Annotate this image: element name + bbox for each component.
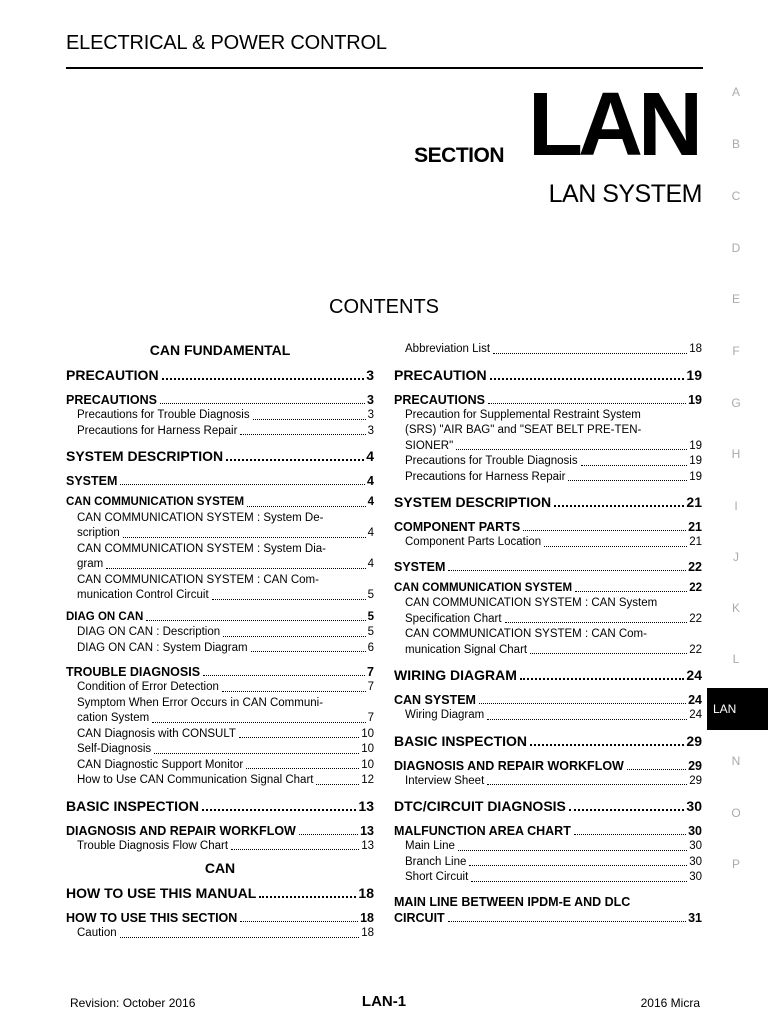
toc-entry-title: Wiring Diagram bbox=[405, 709, 485, 721]
section-label: SECTION bbox=[414, 144, 504, 167]
toc-entry[interactable] bbox=[394, 535, 702, 551]
toc-entry[interactable] bbox=[66, 680, 374, 696]
toc-page-number: 22 bbox=[689, 612, 702, 625]
section-tab-a[interactable]: A bbox=[731, 85, 740, 99]
dot-leader bbox=[253, 419, 366, 420]
toc-page-number: 12 bbox=[361, 774, 374, 786]
toc-page-number: 22 bbox=[689, 643, 702, 656]
toc-entry-title: Caution bbox=[77, 927, 117, 939]
toc-entry[interactable] bbox=[66, 696, 374, 727]
dot-leader bbox=[240, 921, 358, 922]
dot-leader bbox=[120, 937, 360, 938]
toc-page-number: 21 bbox=[689, 536, 702, 548]
page-number: LAN-1 bbox=[361, 993, 407, 1010]
toc-page-number: 13 bbox=[361, 839, 374, 852]
toc-entry-title: CAN SYSTEM bbox=[394, 693, 476, 707]
toc-entry[interactable] bbox=[394, 839, 702, 855]
toc-entry[interactable] bbox=[66, 573, 374, 604]
toc-entry-title: DIAG ON CAN : System Diagram bbox=[77, 641, 248, 654]
toc-entry[interactable] bbox=[66, 727, 374, 743]
toc-entry[interactable] bbox=[394, 774, 702, 790]
dot-leader bbox=[581, 465, 688, 466]
toc-page-number: 3 bbox=[367, 409, 374, 421]
toc-page-number: 30 bbox=[689, 871, 702, 883]
toc-entry bbox=[66, 342, 374, 358]
toc-entry-title: CAN Diagnostic Support Monitor bbox=[77, 758, 244, 771]
toc-entry-title: Specification Chart bbox=[405, 612, 502, 625]
toc-entry[interactable] bbox=[394, 708, 702, 724]
toc-entry-title: Precautions for Harness Repair bbox=[405, 470, 566, 483]
toc-page-number: 22 bbox=[689, 581, 702, 594]
section-tab-b[interactable]: B bbox=[731, 137, 740, 151]
toc-entry-title: BASIC INSPECTION bbox=[66, 797, 200, 814]
vehicle-model: 2016 Micra bbox=[640, 996, 700, 1010]
toc-entry-title: PRECAUTION bbox=[394, 366, 487, 383]
toc-page-number: 30 bbox=[689, 855, 702, 868]
section-tab-g[interactable]: G bbox=[731, 396, 741, 410]
toc-page-number: 19 bbox=[689, 470, 702, 483]
toc-entry-title: cation System bbox=[77, 712, 150, 724]
toc-entry[interactable] bbox=[66, 392, 374, 408]
toc-entry[interactable] bbox=[394, 519, 702, 535]
section-tab-lan[interactable]: LAN bbox=[707, 688, 768, 730]
toc-entry-title: SYSTEM bbox=[66, 474, 118, 488]
toc-entry-title: munication Signal Chart bbox=[405, 643, 528, 656]
toc-left-column bbox=[66, 342, 374, 942]
toc-entry[interactable] bbox=[394, 627, 702, 658]
toc-entry[interactable] bbox=[394, 894, 702, 926]
dot-leader bbox=[487, 784, 687, 785]
toc-entry[interactable] bbox=[394, 870, 702, 886]
toc-entry-title: BASIC INSPECTION bbox=[394, 732, 528, 749]
toc-entry[interactable] bbox=[66, 742, 374, 758]
section-tab-k[interactable]: K bbox=[731, 601, 740, 615]
toc-entry-title: Precautions for Harness Repair bbox=[77, 424, 238, 437]
dot-leader bbox=[226, 459, 364, 461]
toc-page-number: 3 bbox=[367, 424, 374, 437]
toc-page-number: 3 bbox=[367, 393, 374, 407]
section-tab-p[interactable]: P bbox=[731, 857, 740, 871]
toc-page-number: 22 bbox=[688, 559, 702, 574]
toc-entry-title: Component Parts Location bbox=[405, 536, 542, 548]
toc-entry[interactable] bbox=[66, 495, 374, 511]
toc-page-number: 18 bbox=[361, 927, 374, 939]
toc-page-number: 24 bbox=[686, 667, 702, 683]
dot-leader bbox=[223, 636, 365, 637]
toc-entry-text-line: CAN COMMUNICATION SYSTEM : CAN System bbox=[405, 597, 658, 609]
toc-page-number: 4 bbox=[367, 496, 374, 508]
toc-page-number: 19 bbox=[689, 455, 702, 467]
header-rule bbox=[66, 67, 703, 69]
dot-leader bbox=[222, 691, 366, 692]
toc-entry-title: SIONER" bbox=[405, 439, 454, 452]
dot-leader bbox=[231, 849, 359, 850]
toc-entry[interactable] bbox=[394, 733, 702, 750]
toc-entry[interactable] bbox=[66, 641, 374, 657]
toc-entry[interactable] bbox=[394, 581, 702, 597]
toc-page-number: 30 bbox=[689, 840, 702, 852]
toc-page-number: 10 bbox=[361, 727, 374, 740]
toc-entry-title: TROUBLE DIAGNOSIS bbox=[66, 665, 201, 679]
toc-entry-title: PRECAUTION bbox=[66, 367, 159, 383]
toc-page-number: 18 bbox=[360, 911, 374, 925]
toc-entry-title: DIAGNOSIS AND REPAIR WORKFLOW bbox=[394, 758, 624, 773]
section-tab-j[interactable]: J bbox=[733, 550, 739, 564]
dot-leader bbox=[505, 622, 688, 623]
toc-entry[interactable] bbox=[394, 596, 702, 627]
toc-entry[interactable] bbox=[66, 823, 374, 839]
toc-entry-title: Abbreviation List bbox=[405, 343, 491, 355]
dot-leader bbox=[471, 881, 687, 882]
dot-leader bbox=[160, 403, 365, 404]
toc-entry-title: Short Circuit bbox=[405, 871, 469, 883]
toc-entry[interactable] bbox=[66, 408, 374, 424]
toc-entry-title: Branch Line bbox=[405, 855, 467, 868]
dot-leader bbox=[239, 737, 359, 738]
toc-entry[interactable] bbox=[66, 542, 374, 573]
toc-page-number: 19 bbox=[686, 366, 702, 383]
toc-page-number: 19 bbox=[689, 439, 702, 452]
toc-group-heading: CAN FUNDAMENTAL bbox=[149, 342, 291, 358]
dot-leader bbox=[488, 403, 686, 404]
toc-page-number: 21 bbox=[686, 494, 702, 510]
section-tab-i[interactable]: I bbox=[734, 499, 738, 513]
toc-entry[interactable] bbox=[394, 692, 702, 708]
toc-page-number: 24 bbox=[689, 709, 702, 721]
toc-entry-text-line: Precaution for Supplemental Restraint System bbox=[405, 408, 641, 421]
toc-page-number: 13 bbox=[360, 823, 374, 838]
toc-page-number: 3 bbox=[366, 367, 374, 383]
toc-entry-text-line: Symptom When Error Occurs in CAN Communi- bbox=[77, 696, 324, 709]
toc-page-number: 5 bbox=[367, 626, 374, 638]
toc-entry[interactable] bbox=[66, 367, 374, 384]
toc-entry-title: CIRCUIT bbox=[394, 910, 445, 925]
toc-entry-text-line: CAN COMMUNICATION SYSTEM : CAN Com- bbox=[405, 628, 647, 640]
dot-leader bbox=[554, 505, 684, 507]
toc-entry-title: DIAGNOSIS AND REPAIR WORKFLOW bbox=[66, 823, 296, 838]
dot-leader bbox=[627, 769, 686, 770]
dot-leader bbox=[146, 620, 365, 621]
revision-date: Revision: October 2016 bbox=[70, 996, 196, 1010]
toc-entry[interactable] bbox=[394, 559, 702, 575]
toc-entry-title: Trouble Diagnosis Flow Chart bbox=[77, 839, 229, 852]
dot-leader bbox=[448, 921, 686, 922]
toc-page-number: 4 bbox=[367, 527, 374, 539]
toc-page-number: 7 bbox=[367, 712, 374, 724]
dot-leader bbox=[569, 809, 685, 811]
dot-leader bbox=[246, 768, 359, 769]
toc-entry[interactable] bbox=[394, 758, 702, 774]
toc-page-number: 7 bbox=[367, 665, 374, 679]
toc-page-number: 18 bbox=[689, 343, 702, 355]
toc-entry[interactable] bbox=[394, 494, 702, 511]
toc-page-number: 7 bbox=[367, 681, 374, 693]
toc-entry-title: munication Control Circuit bbox=[77, 589, 209, 601]
toc-entry-title: DIAG ON CAN : Description bbox=[77, 626, 221, 638]
dot-leader bbox=[259, 896, 356, 898]
toc-entry[interactable] bbox=[394, 367, 702, 384]
dot-leader bbox=[490, 378, 685, 380]
toc-entry[interactable] bbox=[394, 342, 702, 358]
toc-entry[interactable] bbox=[394, 454, 702, 470]
toc-entry-title: WIRING DIAGRAM bbox=[394, 667, 517, 683]
section-tab-h[interactable]: H bbox=[731, 447, 741, 461]
toc-entry[interactable] bbox=[66, 625, 374, 641]
dot-leader bbox=[575, 591, 687, 592]
dot-leader bbox=[520, 678, 685, 680]
section-tab-d[interactable]: D bbox=[731, 241, 741, 255]
dot-leader bbox=[487, 719, 687, 720]
toc-entry[interactable] bbox=[66, 798, 374, 815]
toc-entry[interactable] bbox=[66, 424, 374, 440]
dot-leader bbox=[568, 480, 687, 481]
dot-leader bbox=[106, 568, 365, 569]
dot-leader bbox=[469, 865, 687, 866]
section-tab-e[interactable]: E bbox=[731, 292, 740, 306]
section-tab-o[interactable]: O bbox=[731, 806, 741, 820]
toc-entry[interactable] bbox=[394, 823, 702, 839]
dot-leader bbox=[544, 546, 687, 547]
dot-leader bbox=[162, 378, 365, 380]
section-tab-l[interactable]: L bbox=[732, 652, 740, 666]
section-tab-c[interactable]: C bbox=[731, 189, 741, 203]
toc-page-number: 29 bbox=[689, 774, 702, 787]
toc-entry-title: PRECAUTIONS bbox=[394, 392, 485, 407]
toc-entry-title: Self-Diagnosis bbox=[77, 743, 152, 755]
dot-leader bbox=[203, 675, 365, 676]
toc-page-number: 13 bbox=[358, 797, 374, 814]
toc-entry[interactable] bbox=[394, 408, 702, 455]
toc-page-number: 29 bbox=[686, 732, 702, 749]
toc-page-number: 4 bbox=[367, 558, 374, 570]
toc-entry[interactable] bbox=[66, 511, 374, 542]
toc-entry-title: SYSTEM bbox=[394, 559, 446, 574]
dot-leader bbox=[212, 599, 366, 600]
dot-leader bbox=[456, 449, 687, 450]
dot-leader bbox=[448, 570, 686, 571]
toc-page-number: 5 bbox=[367, 610, 374, 623]
toc-entry[interactable] bbox=[66, 664, 374, 680]
dot-leader bbox=[316, 784, 359, 785]
dot-leader bbox=[299, 834, 358, 835]
toc-entry-text-line: (SRS) "AIR BAG" and "SEAT BELT PRE-TEN- bbox=[405, 424, 642, 436]
toc-entry-title: scription bbox=[77, 527, 120, 539]
dot-leader bbox=[493, 353, 687, 354]
dot-leader bbox=[123, 537, 366, 538]
toc-entry[interactable] bbox=[66, 910, 374, 926]
toc-page-number: 10 bbox=[361, 758, 374, 771]
toc-page-number: 29 bbox=[688, 758, 702, 773]
toc-page-number: 10 bbox=[361, 743, 374, 755]
dot-leader bbox=[251, 651, 366, 652]
toc-page-number: 5 bbox=[367, 589, 374, 601]
toc-entry-title: HOW TO USE THIS MANUAL bbox=[66, 885, 257, 901]
section-title-block bbox=[0, 75, 704, 216]
toc-entry-title: Condition of Error Detection bbox=[77, 681, 219, 693]
toc-entry-title: PRECAUTIONS bbox=[66, 393, 157, 407]
toc-entry-title: DTC/CIRCUIT DIAGNOSIS bbox=[394, 798, 566, 814]
section-code: LAN bbox=[528, 75, 698, 175]
toc-group-heading: CAN bbox=[204, 860, 236, 876]
toc-page-number: 19 bbox=[688, 392, 702, 407]
toc-entry[interactable] bbox=[66, 610, 374, 626]
dot-leader bbox=[152, 722, 365, 723]
toc-entry-title: SYSTEM DESCRIPTION bbox=[66, 448, 224, 464]
toc-page-number: 30 bbox=[688, 824, 702, 838]
toc-entry-text-line: CAN COMMUNICATION SYSTEM : System De- bbox=[77, 511, 324, 524]
toc-entry bbox=[66, 860, 374, 876]
toc-page-number: 4 bbox=[366, 448, 374, 464]
toc-entry[interactable] bbox=[66, 773, 374, 789]
dot-leader bbox=[530, 744, 684, 746]
dot-leader bbox=[530, 653, 687, 654]
toc-entry-title: CAN COMMUNICATION SYSTEM bbox=[394, 581, 573, 594]
dot-leader bbox=[247, 506, 366, 507]
dot-leader bbox=[154, 753, 359, 754]
toc-entry-title: DIAG ON CAN bbox=[66, 610, 144, 623]
dot-leader bbox=[202, 809, 356, 811]
toc-entry-title: Main Line bbox=[405, 840, 455, 852]
toc-entry[interactable] bbox=[394, 392, 702, 408]
toc-right-column bbox=[394, 342, 702, 926]
section-tab-f[interactable]: F bbox=[732, 344, 740, 358]
contents-heading: CONTENTS bbox=[329, 296, 439, 318]
toc-page-number: 4 bbox=[367, 474, 374, 488]
dot-leader bbox=[458, 850, 687, 851]
toc-page-number: 18 bbox=[358, 885, 374, 901]
toc-entry[interactable] bbox=[66, 758, 374, 774]
toc-entry-title: SYSTEM DESCRIPTION bbox=[394, 494, 552, 510]
toc-entry-title: Precautions for Trouble Diagnosis bbox=[405, 455, 578, 467]
toc-entry[interactable] bbox=[66, 473, 374, 489]
toc-entry-title: Interview Sheet bbox=[405, 774, 485, 787]
toc-page-number: 31 bbox=[688, 910, 702, 925]
dot-leader bbox=[240, 434, 365, 435]
toc-entry[interactable] bbox=[66, 448, 374, 465]
toc-entry-text-line: CAN COMMUNICATION SYSTEM : CAN Com- bbox=[77, 573, 319, 586]
toc-page-number: 6 bbox=[367, 641, 374, 654]
toc-entry-title: gram bbox=[77, 558, 104, 570]
toc-page-number: 24 bbox=[688, 693, 702, 707]
toc-entry[interactable] bbox=[394, 855, 702, 871]
toc-entry[interactable] bbox=[66, 926, 374, 942]
toc-page-number: 21 bbox=[688, 520, 702, 534]
toc-entry-title: HOW TO USE THIS SECTION bbox=[66, 911, 238, 925]
section-tab-n[interactable]: N bbox=[731, 754, 741, 768]
section-name: LAN SYSTEM bbox=[548, 180, 702, 208]
manual-category-header: ELECTRICAL & POWER CONTROL bbox=[66, 32, 387, 54]
toc-entry-title: CAN COMMUNICATION SYSTEM bbox=[66, 496, 245, 508]
toc-entry[interactable] bbox=[394, 667, 702, 684]
toc-entry-title: MALFUNCTION AREA CHART bbox=[394, 824, 571, 838]
dot-leader bbox=[574, 834, 686, 835]
toc-page-number: 30 bbox=[686, 798, 702, 814]
toc-entry[interactable] bbox=[394, 798, 702, 815]
toc-entry[interactable] bbox=[66, 839, 374, 855]
toc-entry-text-line: CAN COMMUNICATION SYSTEM : System Dia- bbox=[77, 542, 326, 555]
toc-entry-text-line: MAIN LINE BETWEEN IPDM-E AND DLC bbox=[394, 894, 631, 909]
dot-leader bbox=[120, 484, 365, 485]
dot-leader bbox=[523, 530, 686, 531]
toc-entry-title: COMPONENT PARTS bbox=[394, 520, 521, 534]
toc-entry-title: How to Use CAN Communication Signal Chart bbox=[77, 774, 314, 786]
dot-leader bbox=[479, 703, 686, 704]
toc-entry-title: Precautions for Trouble Diagnosis bbox=[77, 409, 250, 421]
toc-entry-title: CAN Diagnosis with CONSULT bbox=[77, 727, 236, 740]
toc-entry[interactable] bbox=[394, 470, 702, 486]
toc-entry[interactable] bbox=[66, 885, 374, 902]
